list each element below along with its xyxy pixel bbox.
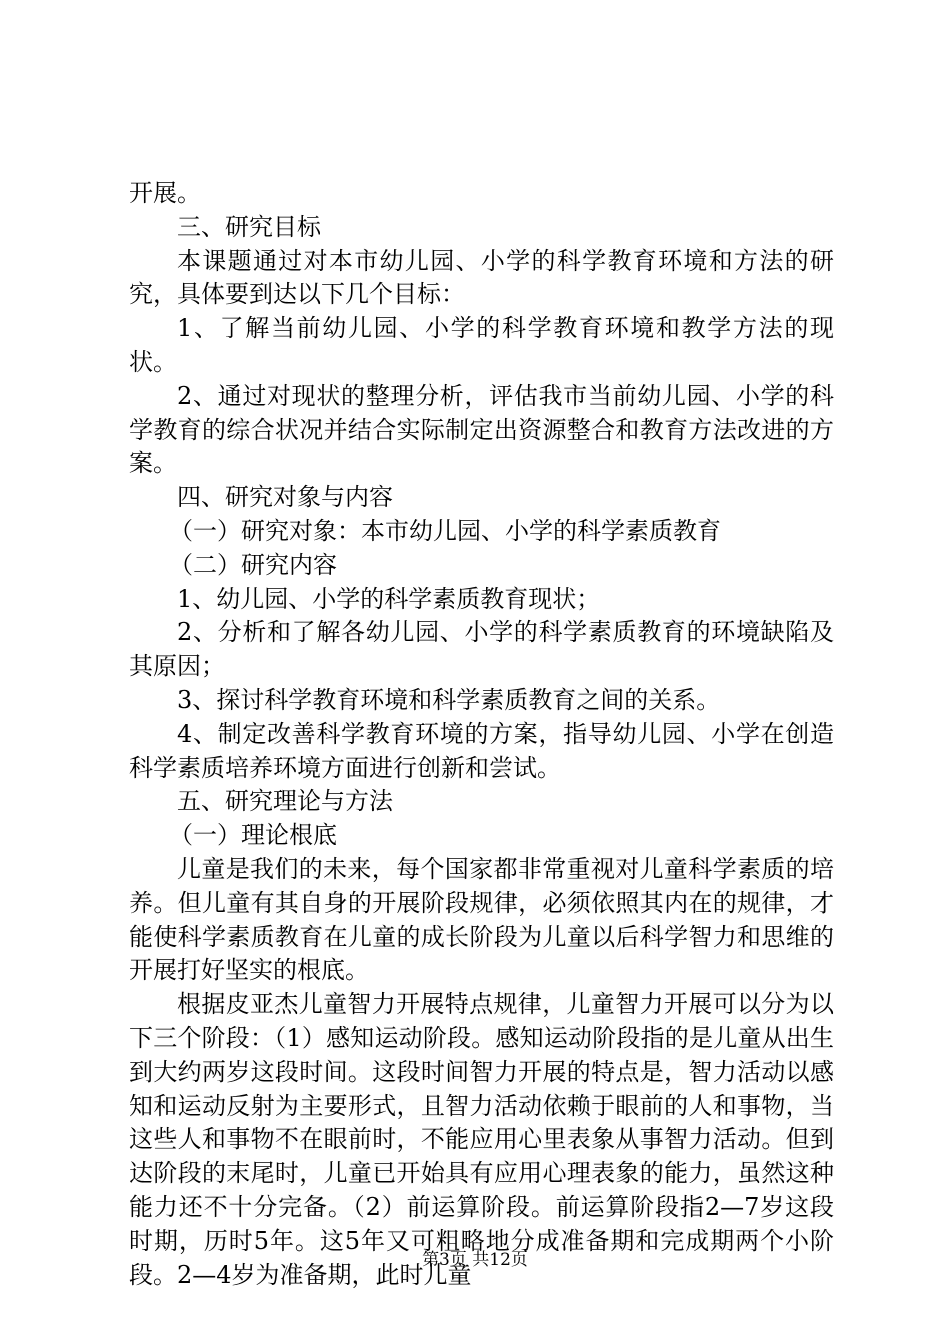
section-heading-theory-method: 五、研究理论与方法 [177,787,393,816]
list-item-goal-2: 2、通过对现状的整理分析，评估我市当前幼儿园、小学的科学教育的综合状况并结合实际制定出资源整合和教育方法改进的方案。 [129,381,834,478]
page-number-footer: 第3页 共12页 [422,1250,528,1270]
list-item-content-1: 1、幼儿园、小学的科学素质教育现状； [177,584,601,613]
paragraph-piaget-stages: 根据皮亚杰儿童智力开展特点规律，儿童智力开展可以分为以下三个阶段：（1）感知运动阶段。感知运动阶段指的是儿童从出生到大约两岁这段时间。这段时间智力开展的特点是，智力活动以感知和运动反射为主要形式，且智力活动依赖于眼前的人和事物，当这些人和事物不在眼前时，不能应用心里表象从事智力活动。但到达阶段的末尾时，儿童已开始具有应用心理表象的能力，虽然这种能力还不十分完备。（2）前运算阶段。前运算阶段指2—7岁这段时期，历时5年。这5年又可粗略地分成准备期和完成期两个小阶段。2—4岁为准备期，此时儿童 [129,990,834,1289]
section-heading-research-goals: 三、研究目标 [177,212,321,241]
list-item-goal-1: 1、了解当前幼儿园、小学的科学教育环境和教学方法的现状。 [129,314,834,376]
paragraph-continuation: 开展。 [129,179,201,207]
subheading-research-object: （一）研究对象：本市幼儿园、小学的科学素质教育 [169,516,721,545]
subheading-research-content: （二）研究内容 [169,550,337,579]
subheading-theory-basis: （一）理论根底 [169,821,337,850]
list-item-content-3: 3、探讨科学教育环境和科学素质教育之间的关系。 [177,685,721,714]
paragraph-goals-intro: 本课题通过对本市幼儿园、小学的科学教育环境和方法的研究，具体要到达以下几个目标： [129,246,834,309]
list-item-content-4: 4、制定改善科学教育环境的方案，指导幼儿园、小学在创造科学素质培养环境方面进行创新和尝试。 [129,719,834,782]
body-text [129,177,834,1292]
section-heading-research-objects: 四、研究对象与内容 [177,483,393,512]
list-item-content-2: 2、分析和了解各幼儿园、小学的科学素质教育的环境缺陷及其原因； [129,618,834,681]
paragraph-children-future: 儿童是我们的未来，每个国家都非常重视对儿童科学素质的培养。但儿童有其自身的开展阶段规律，必须依照其内在的规律，才能使科学素质教育在儿童的成长阶段为儿童以后科学智力和思维的开展打好坚实的根底。 [129,854,834,985]
